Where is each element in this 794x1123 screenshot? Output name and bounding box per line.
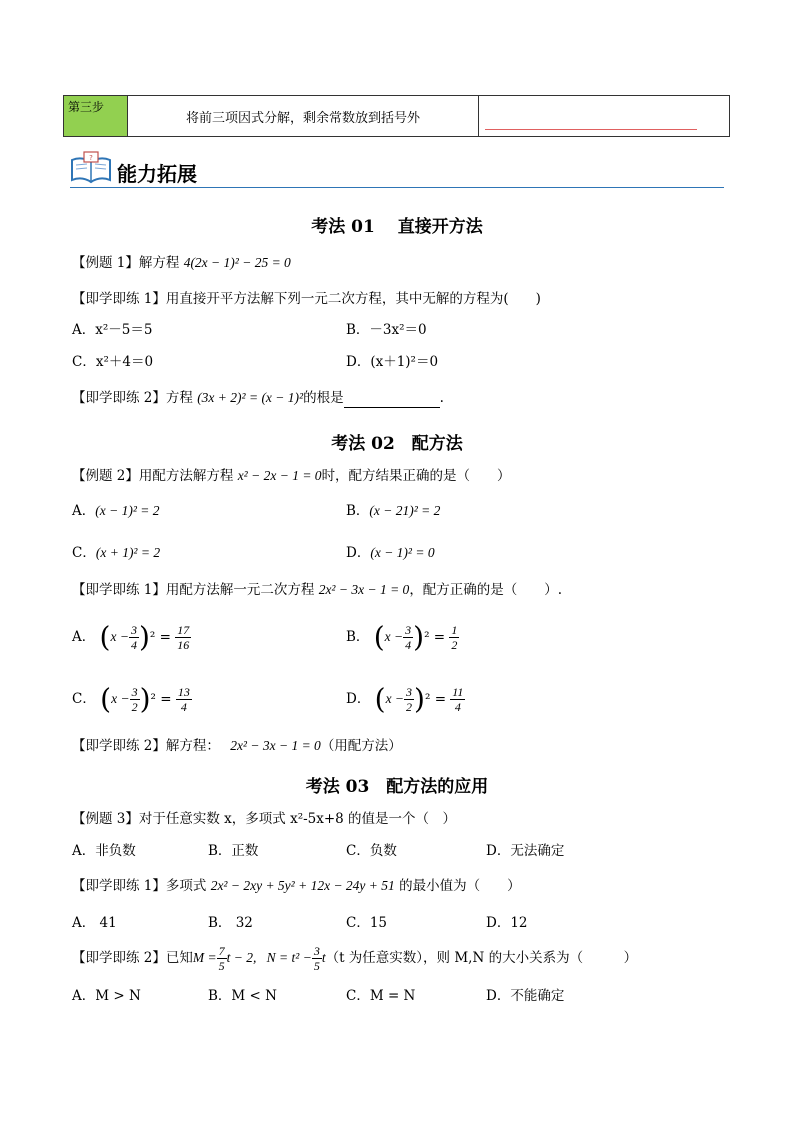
ex3-option-a: A．非负数 xyxy=(72,843,136,859)
frac-den: 5 xyxy=(218,959,225,973)
frac-den: 4 xyxy=(405,638,412,652)
svg-text:?: ? xyxy=(89,154,93,162)
expr-sq-eq: ² = xyxy=(149,629,171,646)
ex2-option-a xyxy=(72,502,160,520)
k3-practice1-option-b: B． 32 xyxy=(208,915,253,931)
k2-practice1-option-c: C． (x − $\frac{3}{2}$ )² = $\frac{13}{4}$ xyxy=(72,682,190,716)
k2-practice1-option-a: A． (x − $\frac{3}{4}$ )² = $\frac{17}{16}$ xyxy=(72,620,190,654)
k1-practice2-blank xyxy=(344,389,440,408)
expr-x-minus: x − xyxy=(111,691,130,706)
k3-practice1 xyxy=(72,877,521,895)
example2-label: 【例题 2】用配方法解方程 xyxy=(72,468,234,484)
expr-x-minus: x − xyxy=(110,629,129,644)
k2-practice1-label: 【即学即练 1】用配方法解一元二次方程 xyxy=(72,582,315,598)
k1-practice2 xyxy=(72,389,444,408)
k1-practice1-question: 【即学即练 1】用直接开平方法解下列一元二次方程，其中无解的方程为( ) xyxy=(72,291,541,307)
ex2-option-b-text: (x − 21)² = 2 xyxy=(369,503,441,518)
k3-practice2-t2: t − 2, xyxy=(226,950,257,965)
option-letter: C． xyxy=(72,691,96,707)
step-answer-cell xyxy=(479,96,730,137)
k2-practice2-label: 【即学即练 2】解方程： xyxy=(72,738,220,754)
k1-practice1-option-a: A．x²－5＝5 xyxy=(72,322,153,338)
k1-practice1-option-d: D．(x＋1)²＝0 xyxy=(346,354,439,370)
k1-practice1-option-c: C．x²＋4＝0 xyxy=(72,354,154,370)
frac-num: 3 xyxy=(130,623,137,637)
k3-practice2-option-c: C．M = N xyxy=(346,988,416,1004)
k1-practice2-end: . xyxy=(439,390,444,406)
expr-sq-eq: ² = xyxy=(150,691,172,708)
step-label-cell xyxy=(64,96,128,137)
ex2-option-c xyxy=(72,544,160,562)
expr-sq-eq: ² = xyxy=(424,629,446,646)
frac-den: 5 xyxy=(313,959,320,973)
kaofa2-heading: 考法 02 配方法 xyxy=(331,434,463,454)
step-description-cell xyxy=(128,96,479,137)
book-icon xyxy=(70,150,112,188)
example1 xyxy=(72,254,291,272)
k3-practice1-option-a: A． 41 xyxy=(72,915,117,931)
ex2-option-b-letter: B． xyxy=(346,503,370,519)
k3-practice2-m: M = xyxy=(192,950,217,965)
expr-x-minus: x − xyxy=(384,629,404,644)
frac-den: 2 xyxy=(131,700,138,714)
example2-equation: x² − 2x − 1 = 0 xyxy=(237,468,322,483)
example3: 【例题 3】对于任意实数 x，多项式 x²-5x+8 的值是一个（ ） xyxy=(72,811,457,827)
section-rule xyxy=(70,187,724,188)
kaofa3-heading: 考法 03 配方法的应用 xyxy=(305,777,489,797)
frac-den: 2 xyxy=(451,638,458,652)
k2-practice2-equation: 2x² − 3x − 1 = 0 xyxy=(230,738,321,753)
frac-den: 2 xyxy=(406,700,413,714)
k3-practice1-tail: 的最小值为（ ） xyxy=(399,878,521,894)
k3-practice2-t: t xyxy=(321,950,326,965)
ex2-option-d xyxy=(346,544,435,562)
ex2-option-a-text: (x − 1)² = 2 xyxy=(95,503,160,518)
k3-practice2 xyxy=(72,941,637,975)
k2-practice1-tail: ，配方正确的是（ ）. xyxy=(409,582,563,598)
frac-den: 4 xyxy=(180,700,187,714)
frac-num: 3 xyxy=(405,623,412,637)
k2-practice2-tail: （用配方法） xyxy=(320,738,402,754)
k3-practice1-label: 【即学即练 1】多项式 xyxy=(72,878,207,894)
option-letter: A． xyxy=(72,629,96,645)
frac-den: 4 xyxy=(130,638,137,652)
k3-practice2-option-d: D．不能确定 xyxy=(486,988,565,1004)
k3-practice1-option-d: D．12 xyxy=(486,915,528,931)
frac-num: 1 xyxy=(451,623,458,637)
frac-den: 16 xyxy=(177,638,190,652)
k3-practice2-option-a: A．M > N xyxy=(72,988,141,1004)
k2-practice1-option-d: D． (x − $\frac{3}{2}$ )² = $\frac{11}{4}$ xyxy=(346,682,464,716)
frac-num: 3 xyxy=(131,685,138,699)
ex2-option-c-text: (x + 1)² = 2 xyxy=(95,545,161,560)
expr-x-minus: x − xyxy=(385,691,405,706)
k3-practice2-n: N = t² − xyxy=(266,950,312,965)
k1-practice2-label: 【即学即练 2】方程 xyxy=(72,390,193,406)
k2-practice1-option-b: B． (x − $\frac{3}{4}$ )² = $\frac{1}{2}$ xyxy=(346,620,458,654)
answer-blank-line xyxy=(485,129,697,130)
option-letter: D． xyxy=(346,691,371,707)
k1-practice1-option-b: B．－3x²＝0 xyxy=(346,322,427,338)
frac-num: 13 xyxy=(177,685,190,699)
frac-num: 3 xyxy=(406,685,413,699)
ex2-option-b xyxy=(346,502,440,520)
k2-practice1 xyxy=(72,581,562,599)
kaofa1-heading: 考法 01 直接开方法 xyxy=(311,217,483,237)
example2 xyxy=(72,467,511,485)
option-letter: B． xyxy=(346,629,370,645)
frac-num: 3 xyxy=(313,944,320,958)
step-table xyxy=(63,95,730,137)
k1-practice2-equation: (3x + 2)² = (x − 1)² xyxy=(197,390,304,405)
ex3-option-d: D．无法确定 xyxy=(486,843,565,859)
step-label: 第三步 xyxy=(68,100,105,114)
ex2-option-a-letter: A． xyxy=(72,503,96,519)
example1-equation: 4(2x − 1)² − 25 = 0 xyxy=(183,255,291,270)
k3-practice2-tail: （t 为任意实数），则 M,N 的大小关系为（ ） xyxy=(325,950,638,966)
k3-practice1-equation: 2x² − 2xy + 5y² + 12x − 24y + 51 xyxy=(210,878,395,893)
k2-practice1-equation: 2x² − 3x − 1 = 0 xyxy=(318,582,410,597)
example2-tail: 时，配方结果正确的是（ ） xyxy=(321,468,511,484)
step-description: 将前三项因式分解，剩余常数放到括号外 xyxy=(185,110,420,126)
k1-practice2-tail: 的根是 xyxy=(303,390,344,406)
k2-practice2 xyxy=(72,737,402,755)
k3-practice2-label: 【即学即练 2】已知 xyxy=(72,950,193,966)
expr-sq-eq: ² = xyxy=(424,691,446,708)
example1-label: 【例题 1】解方程 xyxy=(72,255,180,271)
ex2-option-d-text: (x − 1)² = 0 xyxy=(370,545,435,560)
frac-den: 4 xyxy=(454,700,461,714)
ex3-option-c: C．负数 xyxy=(346,843,397,859)
ex3-option-b: B．正数 xyxy=(208,843,259,859)
ex2-option-d-letter: D． xyxy=(346,545,371,561)
k3-practice2-option-b: B．M < N xyxy=(208,988,277,1004)
frac-num: 11 xyxy=(452,685,464,699)
k3-practice1-option-c: C．15 xyxy=(346,915,388,931)
frac-num: 7 xyxy=(218,944,225,958)
section-title: 能力拓展 xyxy=(117,162,197,186)
ex2-option-c-letter: C． xyxy=(72,545,96,561)
frac-num: 17 xyxy=(177,623,190,637)
